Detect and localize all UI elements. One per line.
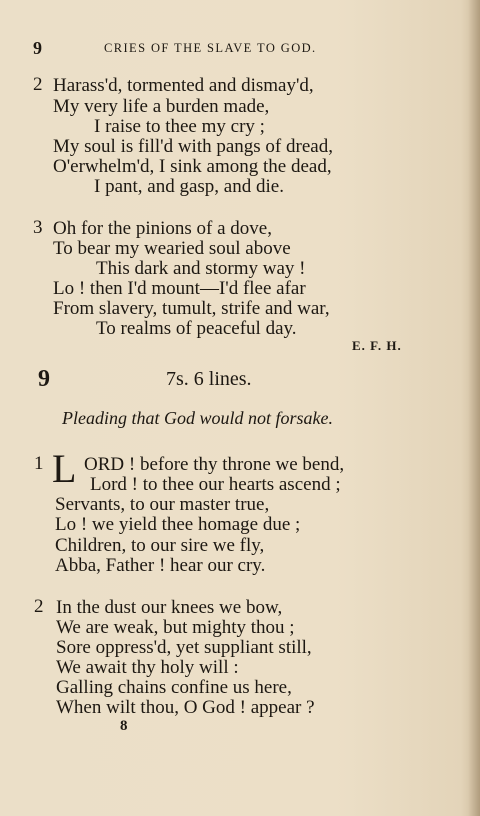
hymn-subtitle: Pleading that God would not forsake. bbox=[62, 408, 333, 428]
stanza-number: 3 bbox=[33, 217, 43, 238]
verse-line: Children, to our sire we fly, bbox=[55, 535, 265, 556]
verse-line: Lo ! we yield thee homage due ; bbox=[55, 514, 301, 535]
verse-line: We await thy holy will : bbox=[56, 657, 239, 678]
author-initials: E. F. H. bbox=[352, 338, 402, 353]
stanza-number: 2 bbox=[33, 74, 43, 95]
page-edge-shadow bbox=[468, 0, 480, 816]
verse-line: Harass'd, tormented and dismay'd, bbox=[53, 75, 314, 96]
verse-line: I raise to thee my cry ; bbox=[94, 116, 265, 137]
verse-line: Sore oppress'd, yet suppliant still, bbox=[56, 637, 312, 658]
verse-line: In the dust our knees we bow, bbox=[56, 597, 283, 618]
verse-line: Lo ! then I'd mount—I'd flee afar bbox=[53, 278, 306, 299]
verse-line: This dark and stormy way ! bbox=[96, 258, 306, 279]
verse-line: When wilt thou, O God ! appear ? bbox=[56, 697, 315, 718]
verse-line: My very life a burden made, bbox=[53, 96, 270, 117]
running-title: CRIES OF THE SLAVE TO GOD. bbox=[104, 41, 317, 55]
hymn-number: 9 bbox=[38, 366, 50, 392]
verse-line: O'erwhelm'd, I sink among the dead, bbox=[53, 156, 332, 177]
verse-line: To realms of peaceful day. bbox=[96, 318, 297, 339]
verse-line: Galling chains confine us here, bbox=[56, 677, 292, 698]
stanza-number: 1 bbox=[34, 453, 44, 474]
verse-line: Abba, Father ! hear our cry. bbox=[55, 555, 266, 576]
drop-cap-letter: L bbox=[52, 446, 77, 491]
verse-line: I pant, and gasp, and die. bbox=[94, 176, 284, 197]
verse-line: Oh for the pinions of a dove, bbox=[53, 218, 272, 239]
verse-line: My soul is fill'd with pangs of dread, bbox=[53, 136, 333, 157]
verse-line: To bear my wearied soul above bbox=[53, 238, 291, 259]
verse-line: ORD ! before thy throne we bend, bbox=[84, 454, 345, 475]
verse-line: Servants, to our master true, bbox=[55, 494, 270, 515]
stanza-number: 2 bbox=[34, 596, 44, 617]
verse-line: We are weak, but mighty thou ; bbox=[56, 617, 295, 638]
verse-line: Lord ! to thee our hearts ascend ; bbox=[90, 474, 341, 495]
signature-mark: 8 bbox=[120, 718, 128, 734]
hymn-meter: 7s. 6 lines. bbox=[166, 368, 252, 390]
page-number: 9 bbox=[33, 38, 42, 58]
verse-line: From slavery, tumult, strife and war, bbox=[53, 298, 330, 319]
